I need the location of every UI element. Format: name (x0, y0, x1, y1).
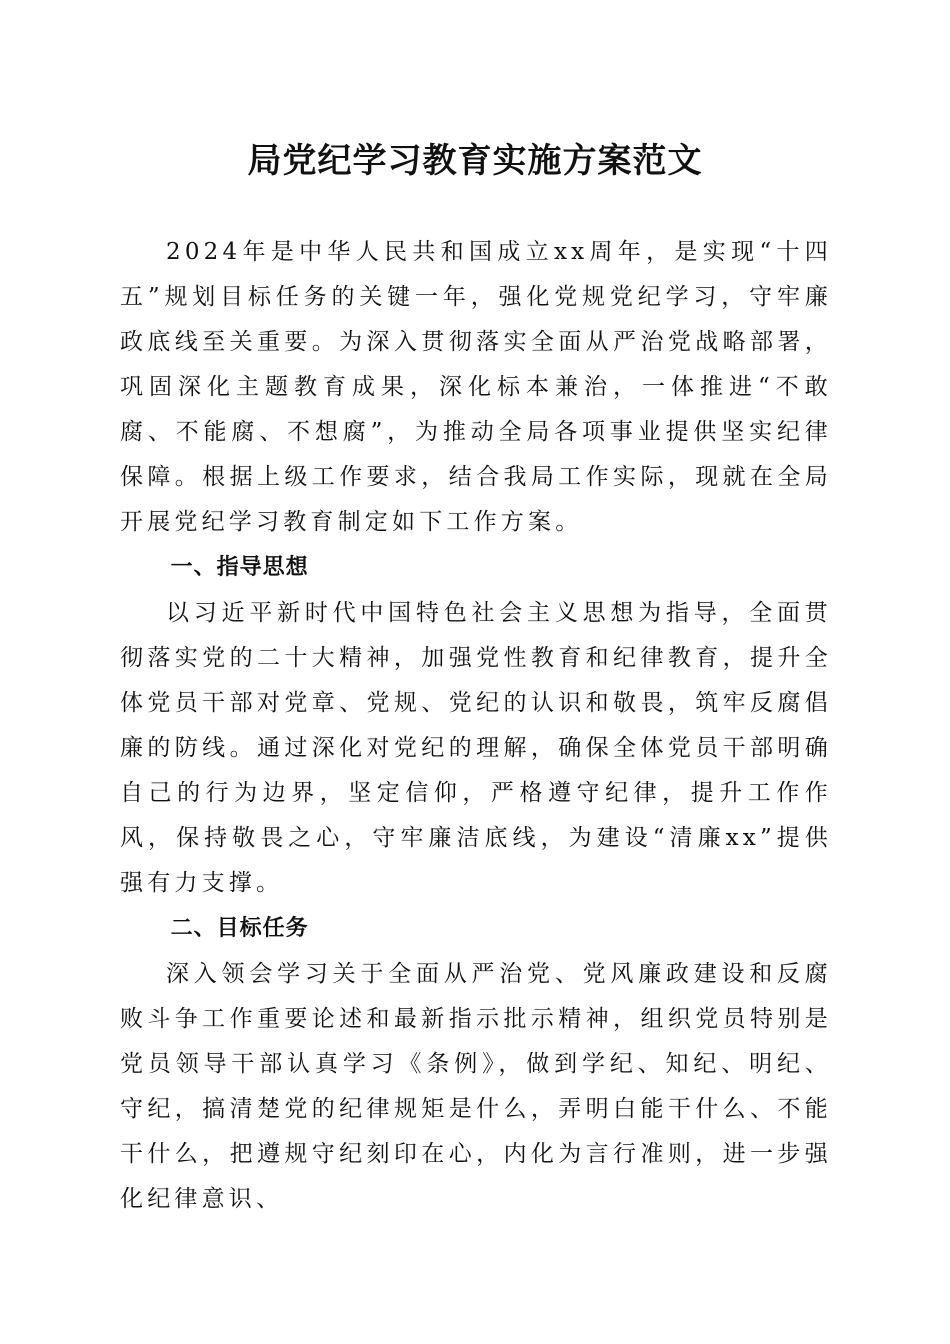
intro-paragraph: 2024年是中华人民共和国成立xx周年，是实现“十四五”规划目标任务的关键一年，强化党规党纪学习，守牢廉政底线至关重要。为深入贯彻落实全面从严治党战略部署，巩固深化主题教育成果，深化标本兼治，一体推进“不敢腐、不能腐、不想腐”，为推动全局各项事业提供坚实纪律保障。根据上级工作要求，结合我局工作实际，现就在全局开展党纪学习教育制定如下工作方案。 (120, 239, 832, 535)
document-title: 局党纪学习教育实施方案范文 (247, 141, 703, 181)
section-heading-guiding-ideology: 一、指导思想 (170, 555, 309, 580)
document-body (120, 230, 832, 1222)
section-paragraph-guiding-ideology: 以习近平新时代中国特色社会主义思想为指导，全面贯彻落实党的二十大精神，加强党性教育和纪律教育，提升全体党员干部对党章、党规、党纪的认识和敬畏，筑牢反腐倡廉的防线。通过深化对党纪的理解，确保全体党员干部明确自己的行为边界，坚定信仰，严格遵守纪律，提升工作作风，保持敬畏之心，守牢廉洁底线，为建设“清廉xx”提供强有力支撑。 (120, 600, 832, 896)
section-heading-goals-tasks: 二、目标任务 (170, 916, 309, 941)
section-paragraph-goals-tasks: 深入领会学习关于全面从严治党、党风廉政建设和反腐败斗争工作重要论述和最新指示批示精神，组织党员特别是党员领导干部认真学习《条例》，做到学纪、知纪、明纪、守纪，搞清楚党的纪律规矩是什么，弄明白能干什么、不能干什么，把遵规守纪刻印在心，内化为言行准则，进一步强化纪律意识、 (120, 961, 832, 1212)
